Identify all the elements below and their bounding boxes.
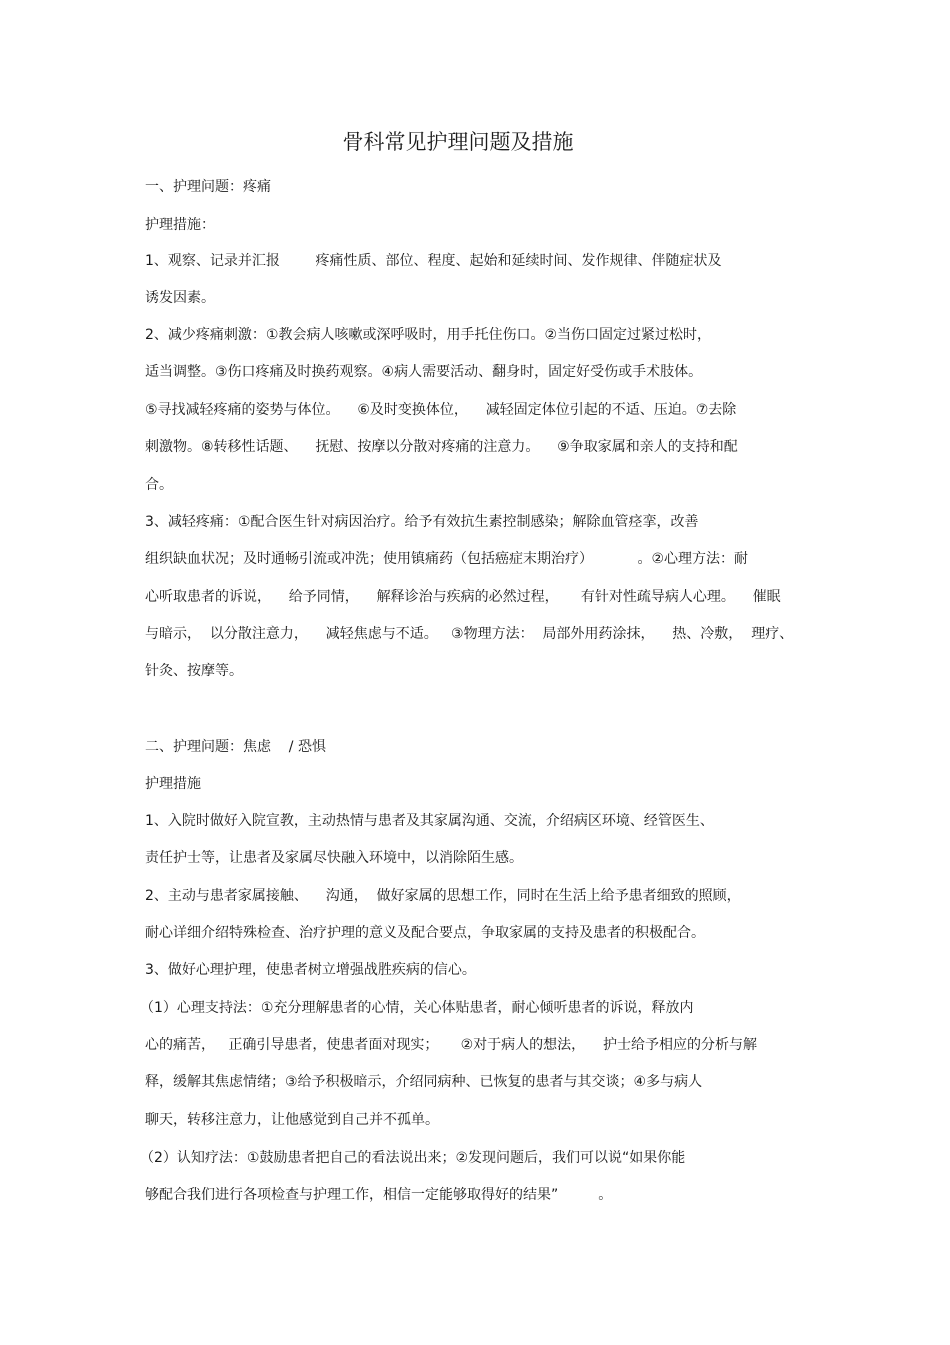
measures-label: 护理措施 bbox=[145, 776, 201, 792]
paragraph-line: 释，缓解其焦虑情绪；③给予积极暗示，介绍同病种、已恢复的患者与其交谈；④多与病人 bbox=[145, 1074, 703, 1090]
paragraph-line: 适当调整。③伤口疼痛及时换药观察。④病人需要活动、翻身时，固定好受伤或手术肢体。 bbox=[145, 364, 703, 380]
section-heading-pain: 一、护理问题：疼痛 bbox=[145, 179, 271, 195]
paragraph-line: 诱发因素。 bbox=[145, 290, 215, 306]
paragraph-line: 3、减轻疼痛：①配合医生针对病因治疗。给予有效抗生素控制感染；解除血管痉挛，改善 bbox=[145, 514, 699, 530]
paragraph-line: 责任护士等，让患者及家属尽快融入环境中，以消除陌生感。 bbox=[145, 850, 523, 866]
paragraph-line: ⑤寻找减轻疼痛的姿势与体位。 ⑥及时变换体位， 减轻固定体位引起的不适、压迫。⑦去除 bbox=[145, 402, 737, 418]
section-heading-anxiety: 二、护理问题：焦虑 / 恐惧 bbox=[145, 739, 326, 755]
paragraph-line: 聊天，转移注意力，让他感觉到自己并不孤单。 bbox=[145, 1112, 439, 1128]
paragraph-line: 针灸、按摩等。 bbox=[145, 663, 243, 679]
paragraph-line: 3、做好心理护理，使患者树立增强战胜疾病的信心。 bbox=[145, 962, 476, 978]
paragraph-line: 心听取患者的诉说， 给予同情， 解释诊治与疾病的必然过程， 有针对性疏导病人心理。 催眠 bbox=[145, 589, 781, 605]
measures-label: 护理措施： bbox=[145, 217, 215, 233]
paragraph-line: 2、主动与患者家属接触、 沟通， 做好家属的思想工作，同时在生活上给予患者细致的照顾， bbox=[145, 888, 741, 904]
paragraph-line: 够配合我们进行各项检查与护理工作，相信一定能够取得好的结果” 。 bbox=[145, 1187, 613, 1203]
paragraph-line: 1、入院时做好入院宣教，主动热情与患者及其家属沟通、交流，介绍病区环境、经管医生、 bbox=[145, 813, 714, 829]
document-title: 骨科常见护理问题及措施 bbox=[342, 130, 574, 154]
paragraph-line: 与暗示， 以分散注意力， 减轻焦虑与不适。 ③物理方法： 局部外用药涂抹， 热、冷敷， 理疗、 bbox=[145, 626, 794, 642]
paragraph-line: 心的痛苦， 正确引导患者，使患者面对现实； ②对于病人的想法， 护士给予相应的分析与解 bbox=[145, 1037, 757, 1053]
paragraph-line: 刺激物。⑧转移性话题、 抚慰、按摩以分散对疼痛的注意力。 ⑨争取家属和亲人的支持和配 bbox=[145, 439, 738, 455]
paragraph-line: （1）心理支持法：①充分理解患者的心情，关心体贴患者，耐心倾听患者的诉说，释放内 bbox=[140, 1000, 694, 1016]
paragraph-line: （2）认知疗法：①鼓励患者把自己的看法说出来；②发现问题后，我们可以说“如果你能 bbox=[140, 1150, 686, 1166]
paragraph-line: 2、减少疼痛刺激：①教会病人咳嗽或深呼吸时，用手托住伤口。②当伤口固定过紧过松时， bbox=[145, 327, 712, 343]
paragraph-line: 组织缺血状况；及时通畅引流或冲洗；使用镇痛药（包括癌症末期治疗） 。②心理方法：耐 bbox=[145, 551, 749, 567]
paragraph-line: 合。 bbox=[145, 477, 173, 493]
paragraph-line: 耐心详细介绍特殊检查、治疗护理的意义及配合要点，争取家属的支持及患者的积极配合。 bbox=[145, 925, 705, 941]
paragraph-line: 1、观察、记录并汇报 疼痛性质、部位、程度、起始和延续时间、发作规律、伴随症状及 bbox=[145, 253, 722, 269]
